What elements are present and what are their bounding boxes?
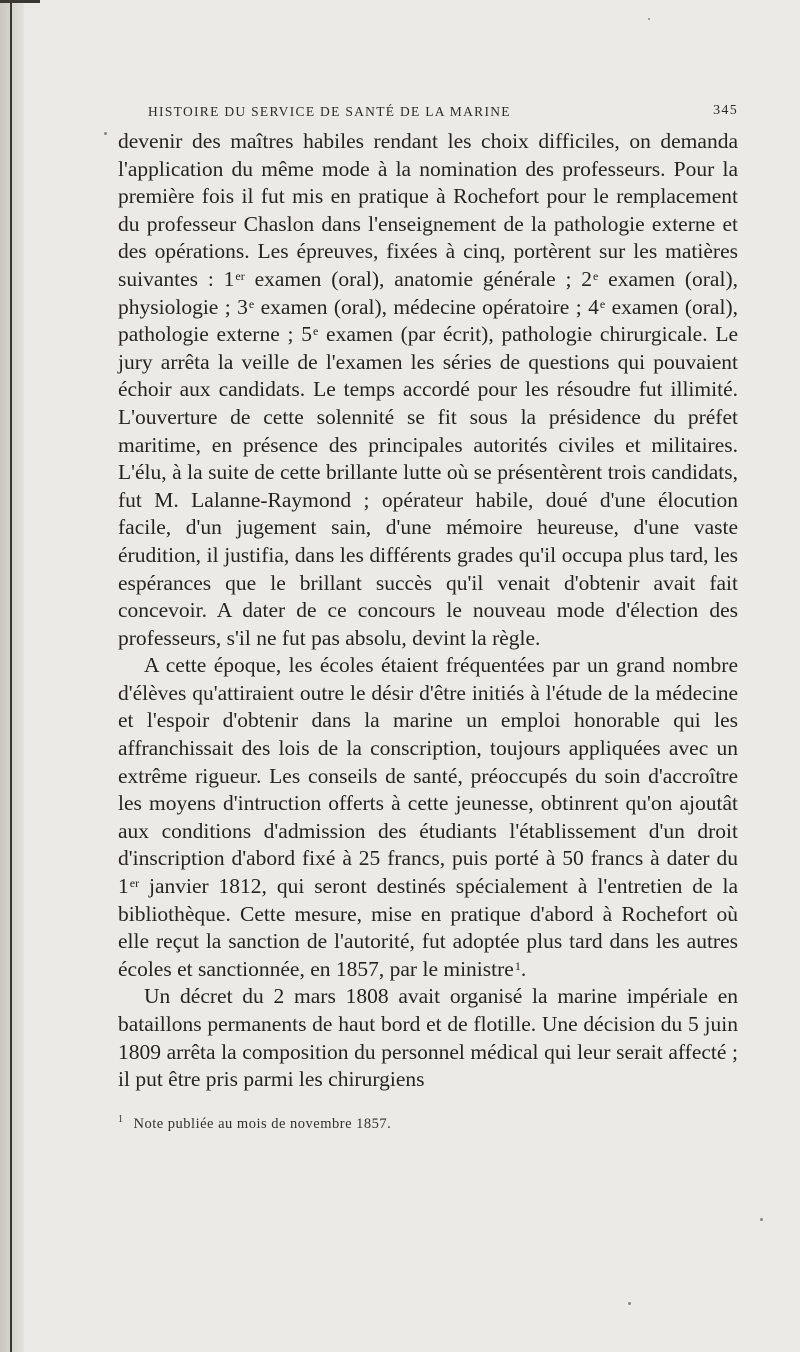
paragraph-2: A cette époque, les écoles étaient fréquentées par un grand nombre d'élèves qu'attiraient outre le désir d'être initiés à l'étude de la médecine et l'espoir d'obtenir dans la marine un emploi honorable qui les affranchissait des lois de la conscription, toujours appliquées avec un extrême rigueur. Les conseils de santé, préoccupés du soin d'accroître les moyens d'intruction offerts à cette jeunesse, obtinrent qu'on ajoutât aux conditions d'admission des étudiants l'établissement d'un droit d'inscription d'abord fixé à 25 francs, puis porté à 50 francs à dater du 1er janvier 1812, qui seront destinés spécialement à l'entretien de la bibliothèque. Cette mesure, mise en pratique d'abord à Rochefort où elle reçut la sanction de l'autorité, fut adoptée plus tard dans les autres écoles et sanctionnée, en 1857, par le ministre$^1$. bbox=[118, 653, 738, 981]
footnote-ref: 1 bbox=[514, 958, 521, 973]
spine-line bbox=[10, 0, 12, 1352]
paragraph-3: Un décret du 2 mars 1808 avait organisé la marine impériale en bataillons permanents de haut bord et de flotille. Une décision du 5 juin 1809 arrêta la composition du personnel médical qui leur serait affecté ; il put être pris parmi les chirurgiens bbox=[118, 984, 738, 1092]
speck bbox=[104, 132, 107, 135]
book-page bbox=[118, 100, 738, 1133]
running-title: HISTOIRE DU SERVICE DE SANTÉ DE LA MARINE bbox=[148, 104, 511, 119]
running-head bbox=[118, 100, 738, 126]
speck bbox=[760, 1218, 763, 1221]
page-number: 345 bbox=[713, 103, 738, 118]
speck bbox=[628, 1302, 631, 1305]
body-text bbox=[118, 128, 738, 1094]
footnote-text: Note publiée au mois de novembre 1857. bbox=[133, 1115, 392, 1132]
footnote bbox=[118, 1113, 738, 1133]
page-binding bbox=[0, 0, 24, 1352]
spine-tick bbox=[0, 0, 40, 3]
paragraph-1: devenir des maîtres habiles rendant les choix difficiles, on demanda l'application du même mode à la nomination des professeurs. Pour la première fois il fut mis en pratique à Rochefort pour le remplacement du professeur Chaslon dans l'enseignement de la pathologie externe et des opérations. Les épreuves, fixées à cinq, portèrent sur les matières suivantes : 1er examen (oral), anatomie générale ; 2e examen (oral), physiologie ; 3e examen (oral), médecine opératoire ; 4e examen (oral), pathologie externe ; 5e examen (par écrit), pathologie chirurgicale. Le jury arrêta la veille de l'examen les séries de questions qui pouvaient échoir aux candidats. Le temps accordé pour les résoudre fut illimité. L'ouverture de cette solennité se fit sous la présidence du préfet maritime, en présence des principales autorités civiles et militaires. L'élu, à la suite de cette brillante lutte où se présentèrent trois candidats, fut M. Lalanne-Raymond ; opérateur habile, doué d'une élocution facile, d'un jugement sain, d'une mémoire heureuse, d'une vaste érudition, il justifia, dans les différents grades qu'il occupa plus tard, les espérances que le brillant succès qu'il venait d'obtenir avait fait concevoir. A dater de ce concours le nouveau mode d'élection des professeurs, s'il ne fut pas absolu, devint la règle. bbox=[118, 129, 738, 650]
footnote-number: 1 bbox=[118, 1113, 124, 1125]
speck bbox=[648, 18, 650, 20]
